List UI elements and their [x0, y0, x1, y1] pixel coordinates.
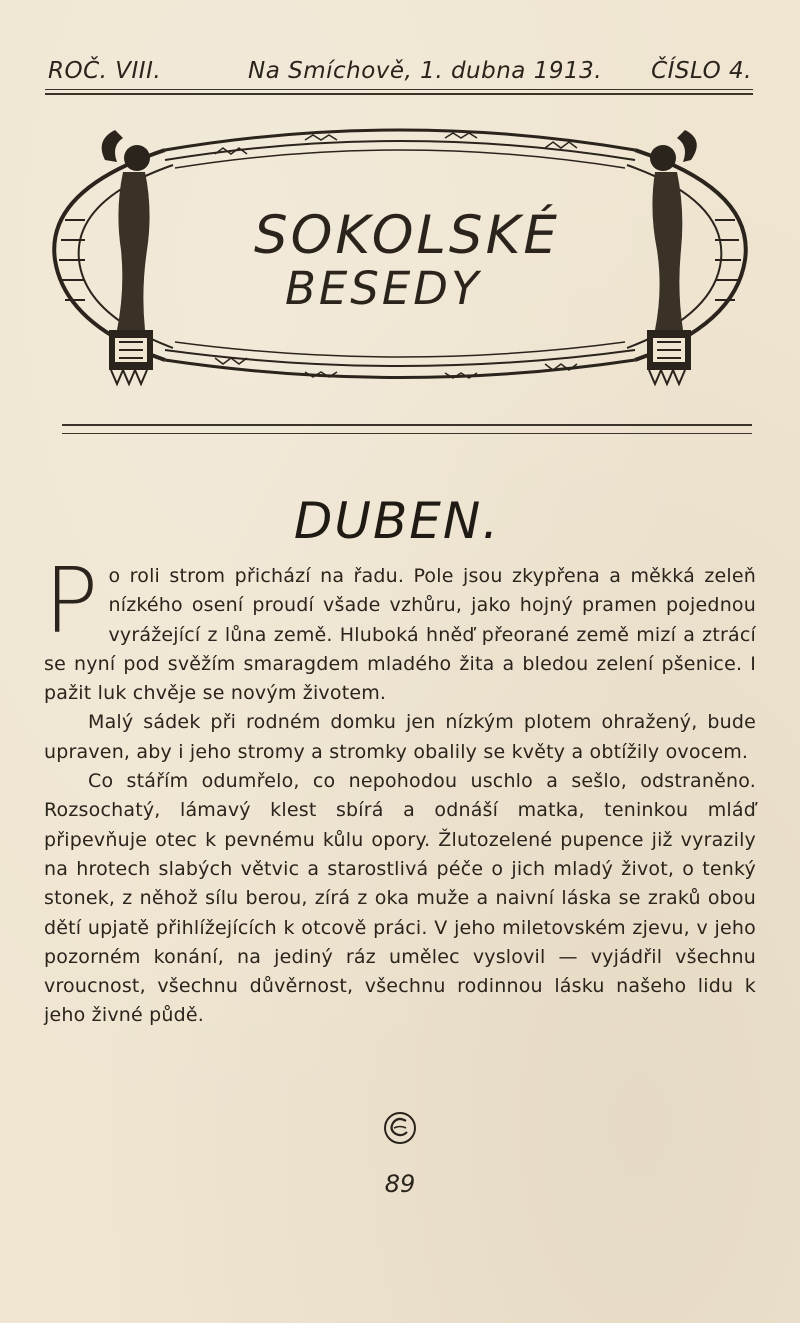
paragraph-3: Co stářím odumřelo, co nepohodou uschlo a sešlo, odstraněno. Rozsochatý, lámavý klest sbírá a odnáší matka, teninkou mláď připevňuje otec k pevnému kůlu opory. Žlutozelené pupence již vyrazily na hrotech slabých větvic a starostlivá péče o jich mladý život, o tenký stonek, z něhož sílu berou, zírá z oka muže a naivní láska se zraků obou dětí upjatě přihlížejících k otcově práci. V jeho miletovském zjevu, v jeho pozorném konání, na jediný ráz umělec vyslovil — vyjádřil všechnu vroucnost, všechnu důvěrnost, všechnu rodinnou lásku našeho lidu k jeho živné půdě. — [44, 770, 756, 1027]
drop-cap: P — [44, 549, 99, 654]
masthead-title-line2: BESEDY — [285, 262, 482, 315]
sokol-monogram-icon — [382, 1110, 418, 1146]
article-title-text: DUBEN. — [293, 492, 501, 550]
paragraph-2: Malý sádek při rodném domku jen nízkým plotem ohražený, bude upraven, aby i jeho stromy a stromky obalily se květy a obtížily ovocem. — [44, 711, 756, 763]
page-number: 89 — [384, 1170, 416, 1198]
divider-rule-thin — [62, 433, 752, 434]
masthead-title-line1: SOKOLSKÉ — [254, 205, 560, 266]
paragraph-1 — [44, 549, 756, 708]
article-title — [0, 492, 800, 550]
paragraph-1-text: o roli strom přichází na řadu. Pole jsou zkypřena a měkká zeleň nízkého osení proudí všade vzhůru, jako hojný pramen pojednou vyrážející z lůna země. Hluboká hněď přeorané země mizí a ztrácí se nyní pod svěžím smaragdem mladého žita a bledou zelení pšenice. I pažit luk chvěje se novým životem. — [44, 565, 756, 705]
issue-date: Na Smíchově, 1. dubna 1913. — [248, 58, 603, 84]
divider-rule — [62, 424, 752, 426]
header-rule — [45, 89, 753, 90]
running-head — [48, 58, 752, 90]
header-rule-double — [45, 93, 753, 95]
volume-label: ROČ. VIII. — [48, 58, 162, 84]
issue-number: ČÍSLO 4. — [651, 58, 752, 84]
article-body — [44, 549, 756, 1031]
